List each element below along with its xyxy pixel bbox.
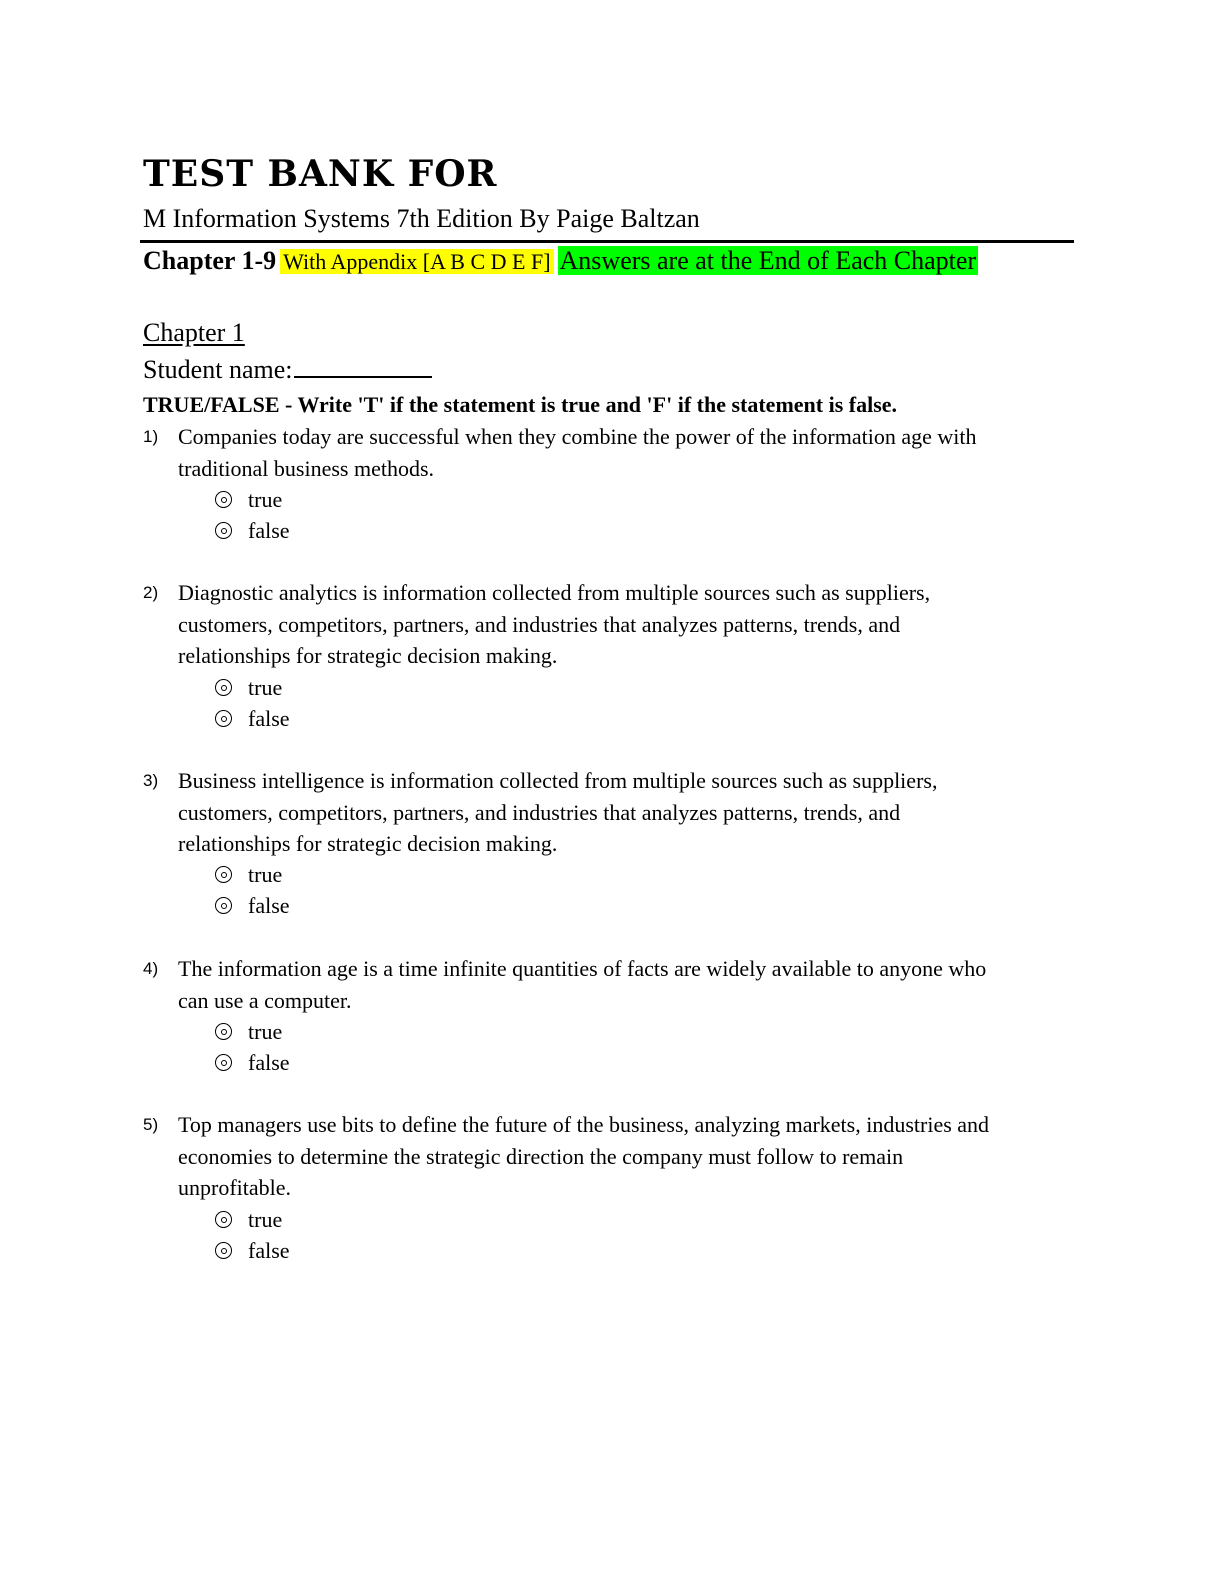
option-label: false	[248, 706, 290, 731]
option-label: false	[248, 518, 290, 543]
question-5	[143, 1109, 1073, 1265]
question-text	[178, 953, 1068, 1016]
question-text-line: The information age is a time infinite quantities of facts are widely available to anyone who	[178, 956, 987, 981]
question-text	[178, 577, 1068, 672]
question-text-line: Diagnostic analytics is information collected from multiple sources such as suppliers,	[178, 580, 931, 605]
option-false[interactable]	[215, 703, 290, 734]
question-text-line: Top managers use bits to define the future of the business, analyzing markets, industries and	[178, 1112, 990, 1137]
question-2	[143, 577, 1073, 733]
question-number: 5)	[143, 1115, 159, 1134]
question-text-line: customers, competitors, partners, and industries that analyzes patterns, trends, and	[178, 799, 901, 825]
question-number: 3)	[143, 771, 159, 790]
radio-circle-icon[interactable]	[215, 522, 232, 539]
question-text-line: Business intelligence is information collected from multiple sources such as suppliers,	[178, 768, 938, 793]
appendix-note: With Appendix [A B C D E F]	[280, 249, 553, 274]
document-subtitle: M Information Systems 7th Edition By Paige Baltzan	[143, 204, 700, 233]
question-text-line: unprofitable.	[178, 1175, 292, 1200]
radio-circle-icon[interactable]	[215, 866, 232, 883]
radio-circle-icon[interactable]	[215, 679, 232, 696]
option-false[interactable]	[215, 1047, 290, 1078]
radio-circle-icon[interactable]	[215, 1242, 232, 1259]
option-label: true	[248, 487, 283, 512]
option-true[interactable]	[215, 1204, 282, 1235]
option-label: false	[248, 1238, 290, 1263]
option-label: true	[248, 675, 283, 700]
radio-circle-icon[interactable]	[215, 491, 232, 508]
option-true[interactable]	[215, 484, 282, 515]
section-instructions: TRUE/FALSE - Write 'T' if the statement is true and 'F' if the statement is false.	[143, 392, 898, 417]
option-false[interactable]	[215, 1235, 290, 1266]
option-label: false	[248, 1050, 290, 1075]
radio-circle-icon[interactable]	[215, 710, 232, 727]
option-false[interactable]	[215, 515, 290, 546]
question-text-line: economies to determine the strategic direction the company must follow to remain	[178, 1143, 904, 1169]
option-label: true	[248, 1019, 283, 1044]
option-label: true	[248, 862, 283, 887]
question-text-line: traditional business methods.	[178, 455, 435, 481]
question-number: 1)	[143, 427, 159, 446]
option-false[interactable]	[215, 890, 290, 921]
option-label: false	[248, 893, 290, 918]
radio-circle-icon[interactable]	[215, 1023, 232, 1040]
radio-circle-icon[interactable]	[215, 897, 232, 914]
question-number: 2)	[143, 583, 159, 602]
header-divider	[140, 240, 1074, 243]
option-true[interactable]	[215, 672, 282, 703]
question-text	[178, 765, 1068, 860]
question-4	[143, 953, 1073, 1078]
chapter-heading: Chapter 1	[143, 318, 245, 347]
question-text-line: Companies today are successful when they combine the power of the information age with	[178, 424, 977, 449]
answers-note: Answers are at the End of Each Chapter	[559, 246, 977, 275]
chapter-range-line	[143, 244, 978, 280]
radio-circle-icon[interactable]	[215, 1211, 232, 1228]
radio-circle-icon[interactable]	[215, 1054, 232, 1071]
question-3	[143, 765, 1073, 921]
option-true[interactable]	[215, 859, 282, 890]
student-name-blank	[294, 354, 432, 378]
question-text	[178, 421, 1068, 484]
question-text-line: relationships for strategic decision making.	[178, 643, 558, 668]
option-label: true	[248, 1207, 283, 1232]
student-name-line	[143, 354, 432, 386]
question-1	[143, 421, 1073, 546]
document-title: TEST BANK FOR	[143, 153, 498, 195]
question-text	[178, 1109, 1068, 1204]
chapter-range: Chapter 1-9	[143, 246, 277, 275]
question-number: 4)	[143, 959, 159, 978]
option-true[interactable]	[215, 1016, 282, 1047]
question-text-line: can use a computer.	[178, 987, 352, 1013]
question-text-line: customers, competitors, partners, and industries that analyzes patterns, trends, and	[178, 611, 901, 637]
student-name-label: Student name:	[143, 355, 293, 384]
question-text-line: relationships for strategic decision making.	[178, 831, 558, 856]
